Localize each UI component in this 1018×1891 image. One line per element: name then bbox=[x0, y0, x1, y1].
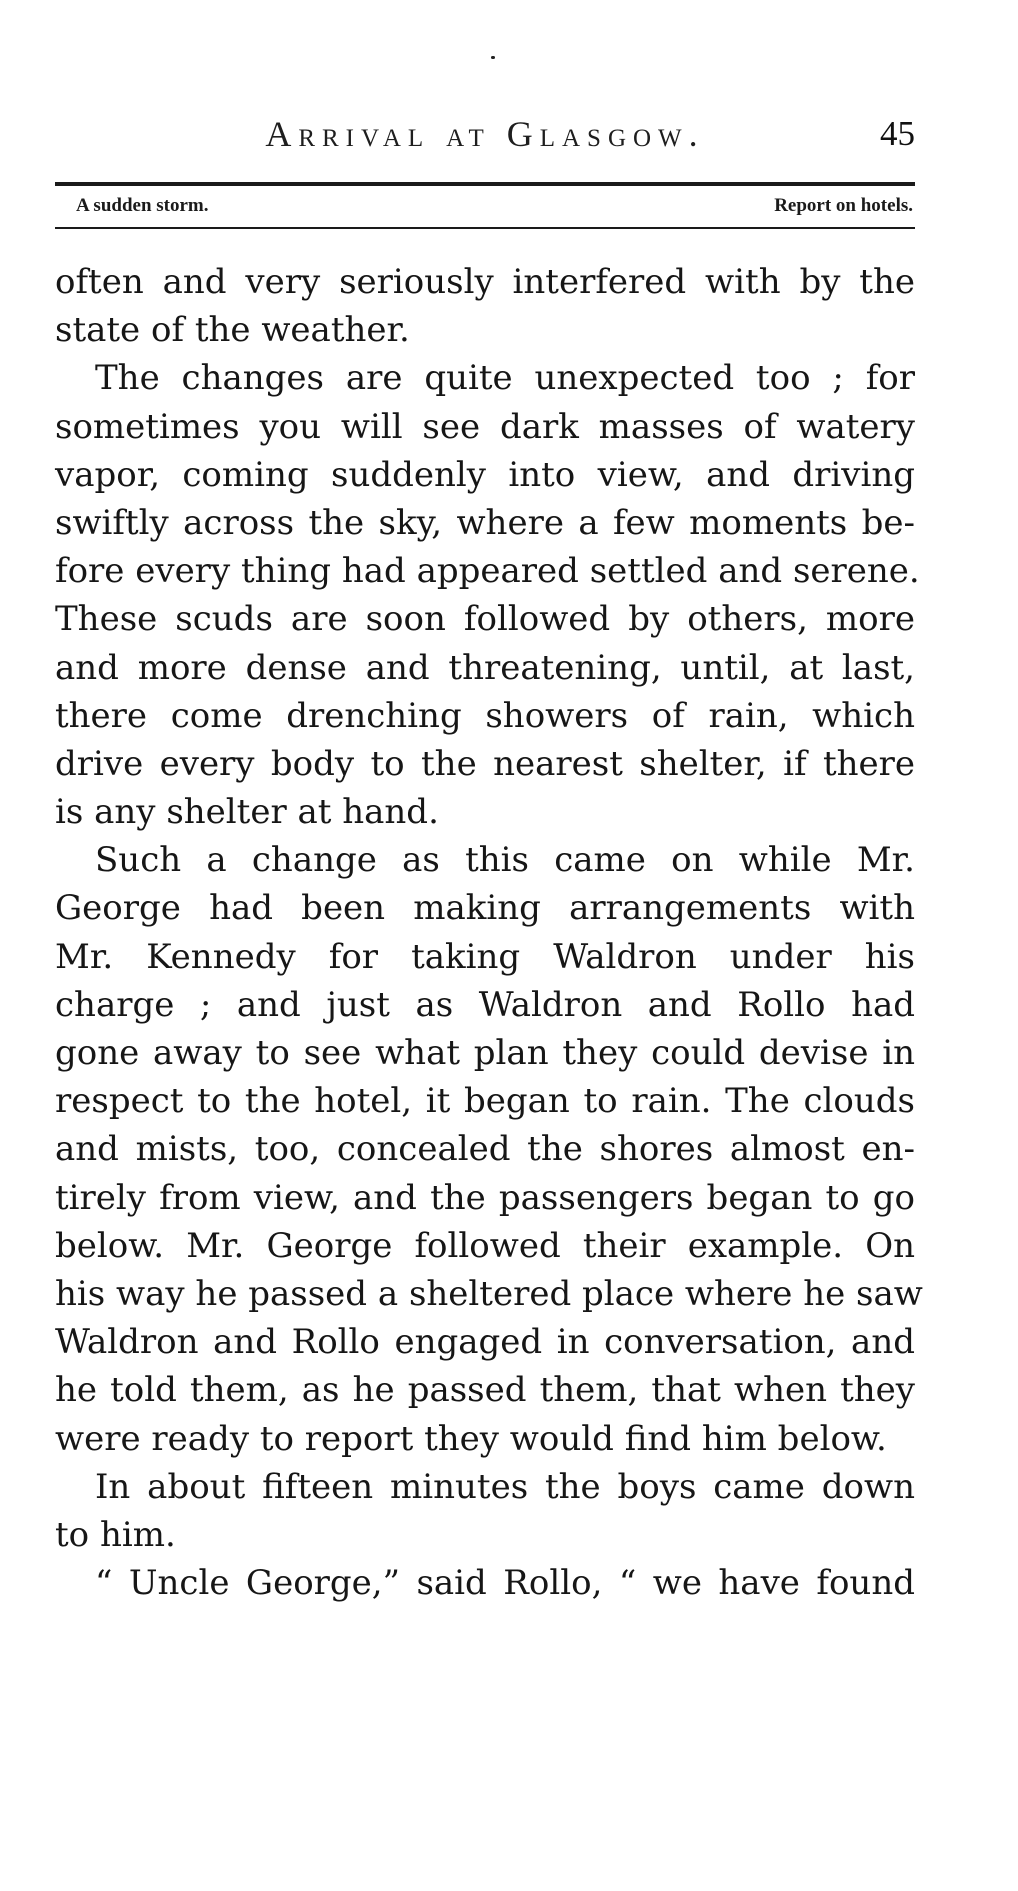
text-line: is any shelter at hand. bbox=[55, 792, 439, 833]
text-line: drive every body to the nearest shelter, if there bbox=[55, 743, 915, 784]
header-rule-bottom bbox=[55, 227, 915, 229]
page-number: 45 bbox=[880, 114, 915, 153]
text-line: his way he passed a sheltered place where he saw bbox=[55, 1273, 923, 1314]
text-line: “ Uncle George,” said Rollo, “ we have found bbox=[95, 1563, 915, 1604]
text-line: These scuds are soon followed by others, more bbox=[55, 599, 915, 640]
print-speck bbox=[491, 56, 495, 59]
text-line: Mr. Kennedy for taking Waldron under his bbox=[55, 936, 915, 977]
text-line: George had been making arrangements with bbox=[55, 888, 915, 929]
text-line: he told them, as he passed them, that when they bbox=[55, 1370, 915, 1411]
text-line: charge ; and just as Waldron and Rollo had bbox=[55, 984, 915, 1025]
text-line: Such a change as this came on while Mr. bbox=[95, 840, 915, 881]
text-line: gone away to see what plan they could devise in bbox=[55, 1033, 915, 1073]
sidenote-left: A sudden storm. bbox=[76, 195, 209, 216]
text-line: fore every thing had appeared settled and serene. bbox=[55, 551, 920, 592]
text-line: tirely from view, and the passengers began to go bbox=[55, 1177, 915, 1218]
text-line: to him. bbox=[55, 1514, 176, 1555]
text-line: respect to the hotel, it began to rain. The clouds bbox=[55, 1081, 915, 1122]
running-title: Arrival at Glasgow. bbox=[265, 114, 705, 154]
text-line: vapor, coming suddenly into view, and driving bbox=[55, 454, 915, 495]
text-line: often and very seriously interfered with by the bbox=[55, 262, 915, 302]
header-rule-top bbox=[55, 182, 915, 186]
text-line: were ready to report they would find him below. bbox=[55, 1418, 887, 1459]
text-line: there come drenching showers of rain, which bbox=[55, 695, 915, 736]
text-line: below. Mr. George followed their example. On bbox=[55, 1225, 915, 1266]
text-line: and more dense and threatening, until, at last, bbox=[55, 647, 915, 688]
text-line: state of the weather. bbox=[55, 310, 410, 351]
text-line: In about fifteen minutes the boys came down bbox=[95, 1466, 915, 1507]
text-line: Waldron and Rollo engaged in conversation, and bbox=[55, 1322, 915, 1363]
body-text bbox=[55, 258, 923, 1607]
sidenote-right: Report on hotels. bbox=[774, 195, 913, 216]
text-line: swiftly across the sky, where a few moments be- bbox=[55, 502, 915, 543]
text-line: The changes are quite unexpected too ; for bbox=[95, 358, 915, 399]
running-head bbox=[55, 112, 915, 156]
text-line: sometimes you will see dark masses of watery bbox=[55, 406, 915, 447]
text-line: and mists, too, concealed the shores almost en- bbox=[55, 1129, 915, 1170]
